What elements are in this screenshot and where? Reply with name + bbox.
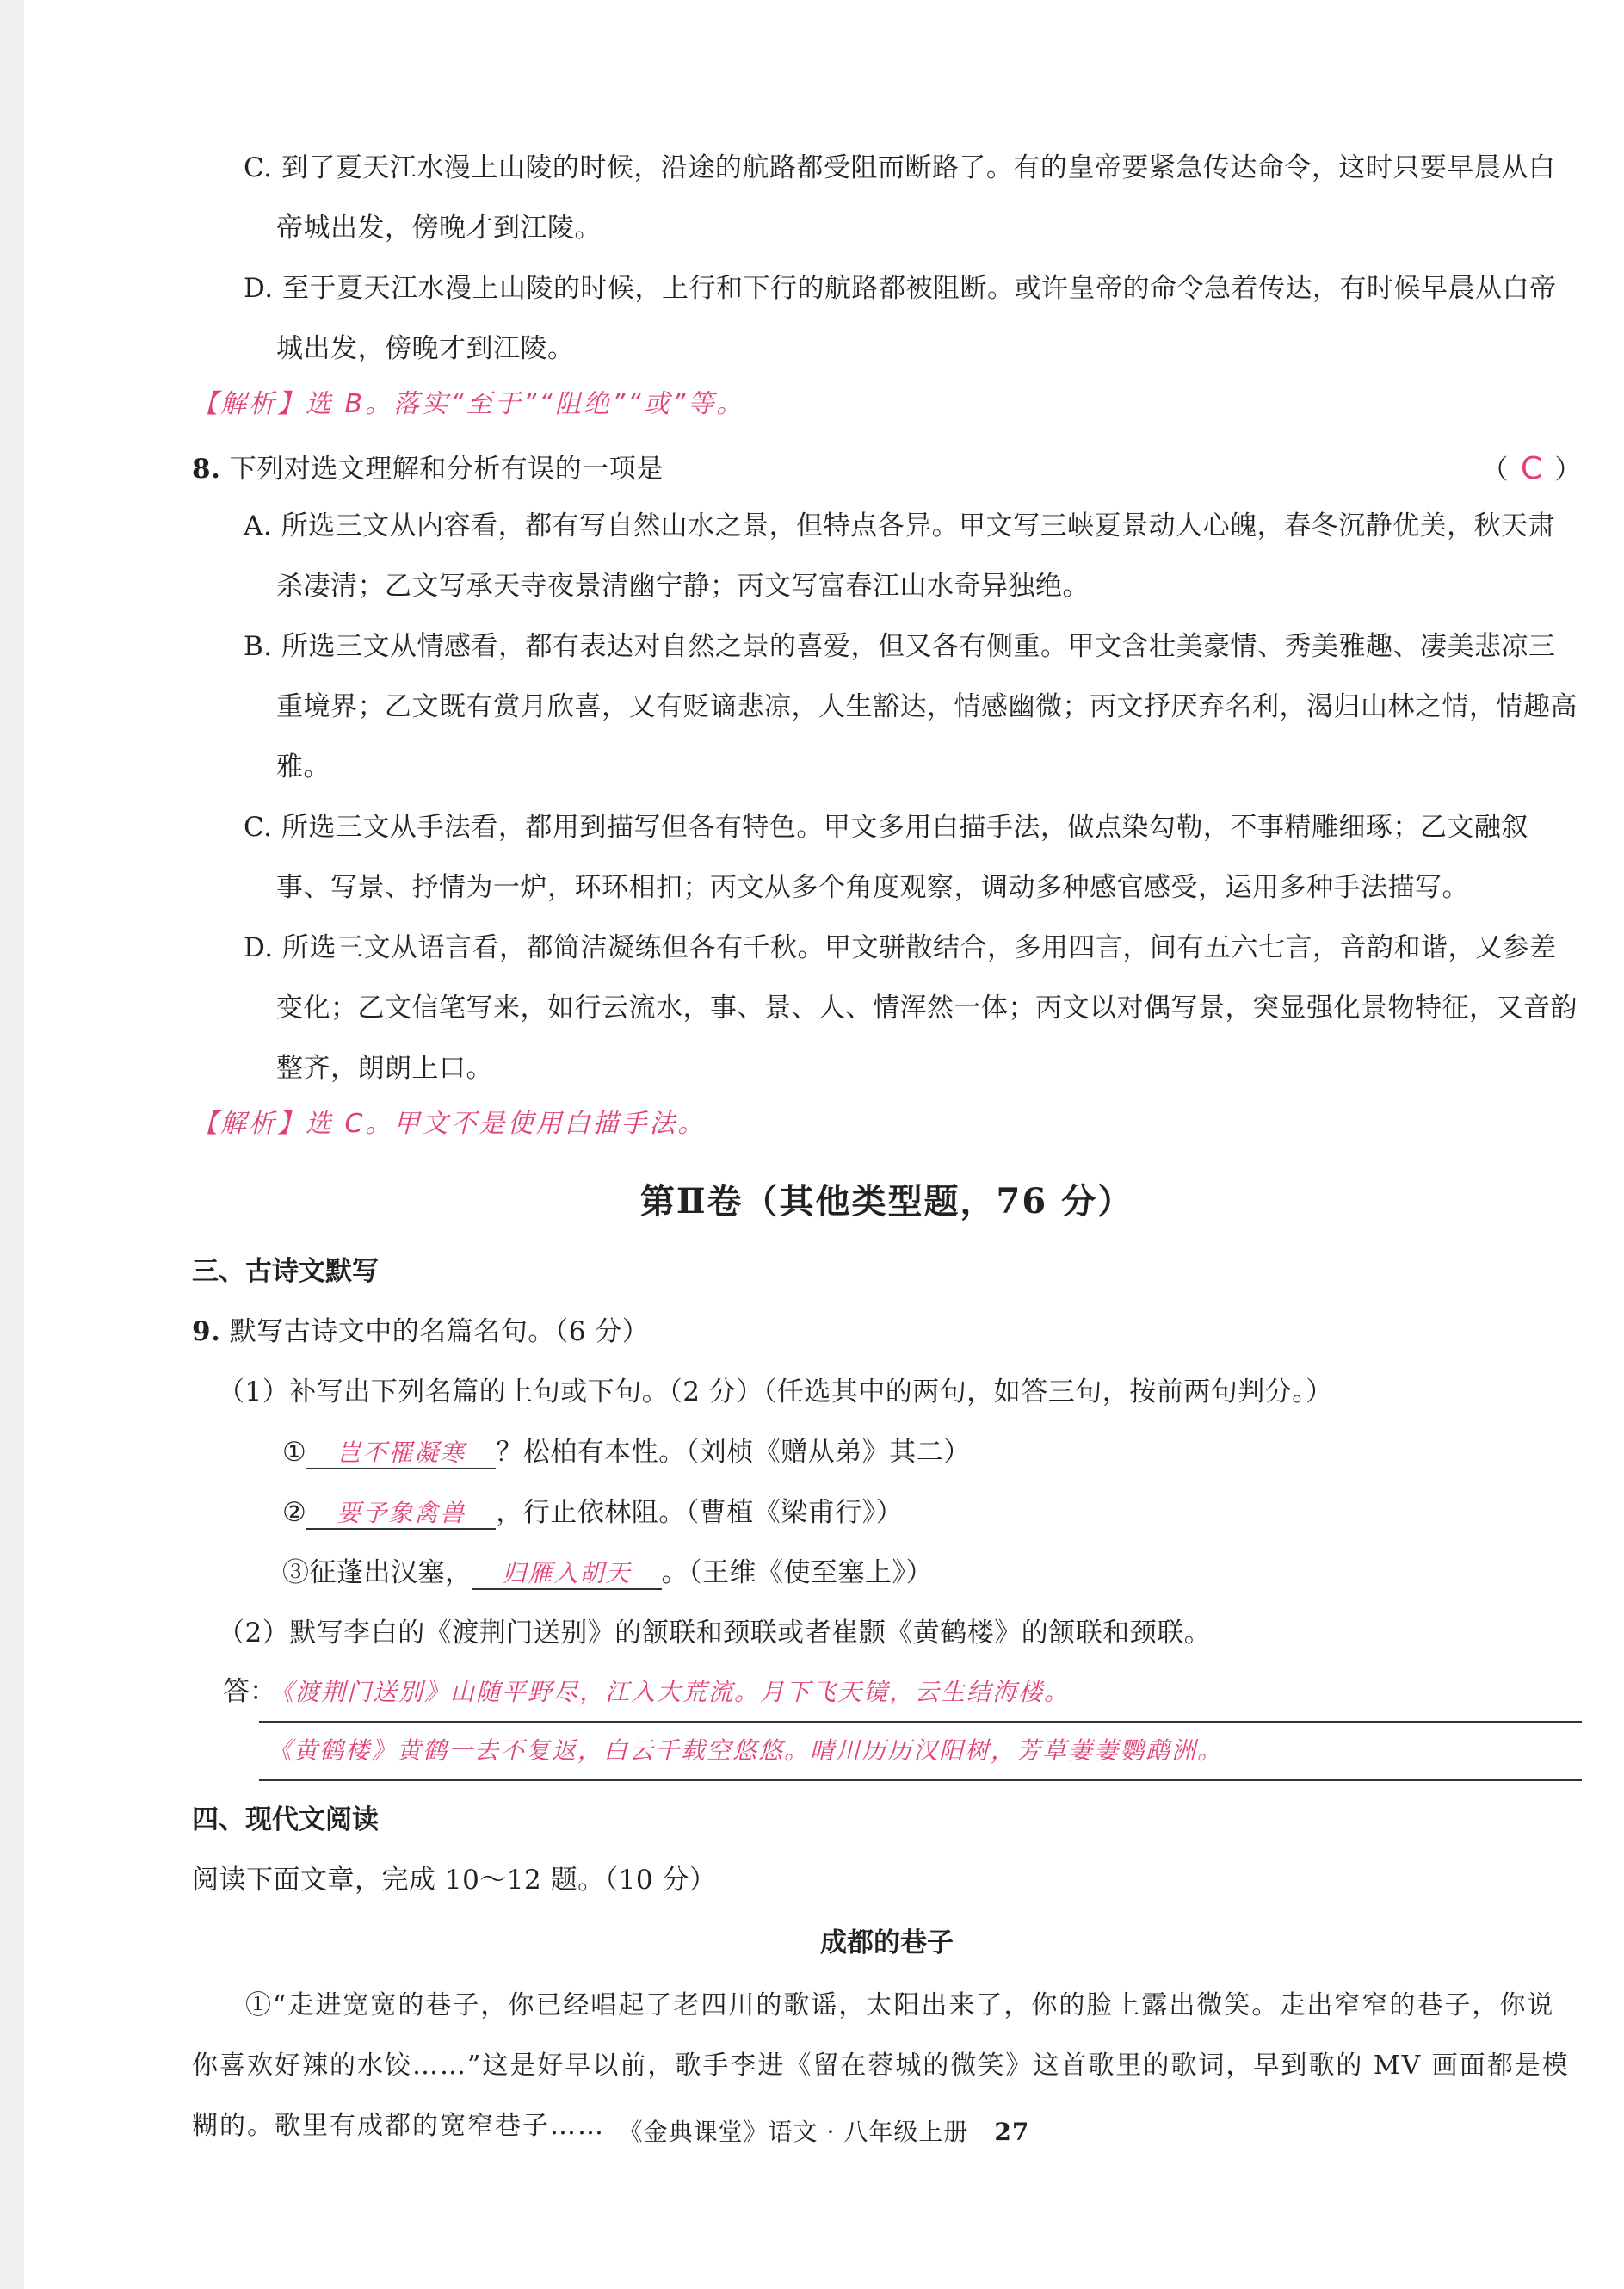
article-paragraph-1: ①“走进宽宽的巷子，你已经唱起了老四川的歌谣，太阳出来了，你的脸上露出微笑。走出窄窄的巷子，你说你喜欢好辣的水饺……”这是好早以前，歌手李进《留在蓉城的微笑》这首歌里的歌词，早到歌的 MV 画面都是模糊的。歌里有成都的宽窄巷子……: [192, 1990, 1570, 2141]
q8-stem: [192, 442, 1582, 496]
q9-item2-answer: 要予象禽兽: [306, 1499, 496, 1530]
q9-number: 9.: [192, 1316, 221, 1347]
q8-option-c: C. 所选三文从手法看，都用到描写但各有特色。甲文多用白描手法，做点染勾勒，不事精雕细琢；乙文融叙事、写景、抒情为一炉，环环相扣；丙文从多个角度观察，调动多种感官感受，运用多种手法描写。: [244, 812, 1528, 903]
q9-item2: [192, 1482, 1582, 1543]
q9-answer-line-2: [259, 1723, 1582, 1781]
q8-answer: C: [1520, 451, 1543, 486]
exam-page: [24, 0, 1624, 2289]
item2-prefix: ②: [282, 1497, 307, 1528]
article-title: 成都的巷子: [820, 1927, 954, 1958]
q8-option-d: D. 所选三文从语言看，都简洁凝练但各有千秋。甲文骈散结合，多用四言，间有五六七言，音韵和谐，又参差变化；乙文信笔写来，如行云流水，事、景、人、情浑然一体；丙文以对偶写景，突显强化景物特征，又音韵整齐，朗朗上口。: [244, 932, 1578, 1084]
q9-answer-line-1: [223, 1663, 1582, 1723]
q9-item1: [192, 1422, 1582, 1482]
q7-analysis: 【解析】选 B。落实“至于”“阻绝”“或”等。: [192, 389, 745, 419]
q8-text: 下列对选文理解和分析有误的一项是: [229, 454, 664, 485]
footer-book-title: 《金典课堂》语文 · 八年级上册: [618, 2118, 969, 2146]
volume-2-title: 第Ⅱ卷（其他类型题，76 分）: [639, 1181, 1134, 1222]
paren-open: （: [1481, 455, 1509, 486]
q9-item1-answer: 岂不罹凝寒: [306, 1438, 496, 1469]
item3-prefix: ③征蓬出汉塞，: [282, 1557, 472, 1588]
q9-answer-text-1: 《渡荆门送别》山随平野尽，江入大荒流。月下飞天镜，云生结海楼。: [281, 1678, 1071, 1706]
q9-item3: [192, 1543, 1582, 1603]
answer-label: 答：: [223, 1676, 276, 1707]
q8-option-b: B. 所选三文从情感看，都有表达对自然之景的喜爱，但又各有侧重。甲文含壮美豪情、秀美雅趣、凄美悲凉三重境界；乙文既有赏月欣喜，又有贬谪悲凉，人生豁达，情感幽微；丙文抒厌弃名利，渴归山林之情，情趣高雅。: [244, 631, 1578, 783]
q9-sub2: （2）默写李白的《渡荆门送别》的颔联和颈联或者崔颢《黄鹤楼》的颔联和颈联。: [218, 1618, 1212, 1649]
page-content: [192, 138, 1582, 2156]
section-3-heading: 三、古诗文默写: [192, 1256, 379, 1287]
q7-option-c: C. 到了夏天江水漫上山陵的时候，沿途的航路都受阻而断路了。有的皇帝要紧急传达命令，这时只要早晨从白帝城出发，傍晚才到江陵。: [244, 152, 1556, 244]
q9-stem: [192, 1302, 1582, 1362]
reading-intro: 阅读下面文章，完成 10～12 题。（10 分）: [192, 1865, 717, 1896]
item2-suffix: ，行止依林阻。（曹植《梁甫行》）: [496, 1497, 904, 1528]
q9-text: 默写古诗文中的名篇名句。（6 分）: [229, 1316, 650, 1347]
q8-number: 8.: [192, 454, 221, 485]
item1-suffix: ？松柏有本性。（刘桢《赠从弟》其二）: [496, 1437, 971, 1468]
q9-item3-answer: 归雁入胡天: [472, 1559, 662, 1590]
q9-sub1: （1）补写出下列名篇的上句或下句。（2 分）（任选其中的两句，如答三句，按前两句判分。）: [218, 1376, 1333, 1407]
section-4-heading: 四、现代文阅读: [192, 1804, 379, 1835]
q8-option-a: A. 所选三文从内容看，都有写自然山水之景，但特点各异。甲文写三峡夏景动人心魄，春冬沉静优美，秋天肃杀凄清；乙文写承天寺夜景清幽宁静；丙文写富春江山水奇异独绝。: [244, 510, 1556, 602]
item3-suffix: 。（王维《使至塞上》）: [661, 1557, 933, 1588]
q8-answer-paren: [1481, 442, 1582, 497]
paren-close: ）: [1554, 455, 1582, 486]
item1-prefix: ①: [282, 1437, 307, 1468]
q7-option-d: D. 至于夏天江水漫上山陵的时候，上行和下行的航路都被阻断。或许皇帝的命令急着传达，有时候早晨从白帝城出发，傍晚才到江陵。: [244, 273, 1557, 364]
q8-analysis: 【解析】选 C。甲文不是使用白描手法。: [192, 1109, 707, 1139]
page-footer: [24, 2113, 1624, 2148]
q9-answer-text-2: 《黄鹤楼》黄鹤一去不复返，白云千载空悠悠。晴川历历汉阳树，芳草萋萋鹦鹉洲。: [268, 1736, 1224, 1765]
page-number: 27: [994, 2118, 1030, 2146]
